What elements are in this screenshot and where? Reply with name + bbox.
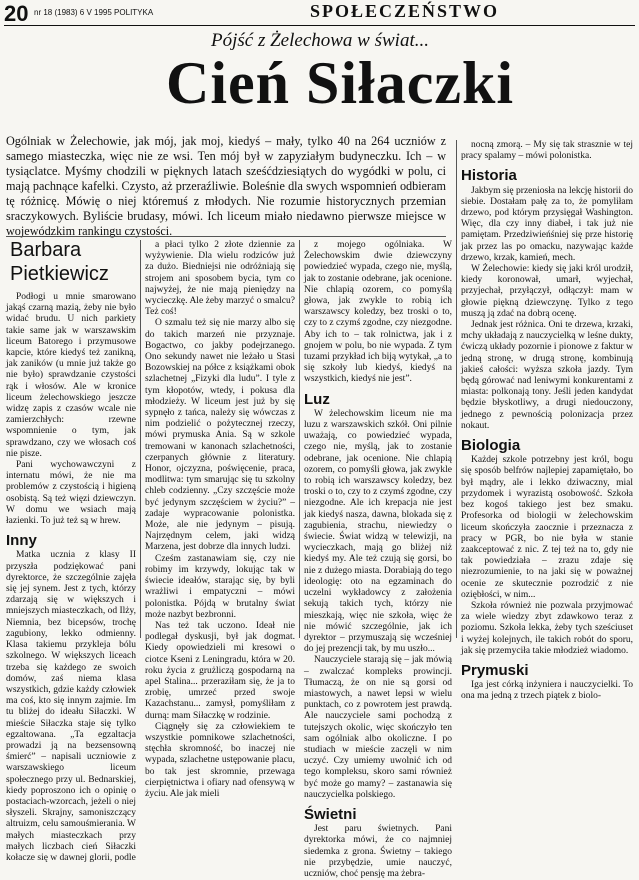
column-divider	[140, 240, 141, 638]
paragraph: W żelechowskim liceum nie ma luzu z warszawskich szkół. Oni pilnie uważają, co powiedzieć wypada, czego nie, myślą, jak to zostanie odebrane, jak ocenione. Nie chlapią ozorem, co pomyśli głowa, jak zwykle to robią ich warszawscy koledzy, bez troski o to, czy to z czymś zgodne, czy niezgodne. Ale ich krepacja nie jest jak kiedyś nasza, dawna, blokada się z zagubienia, strachu, niewiedzy o świecie. Świat widzą w telewizji, na wycieczkach, mają go bliżej niż kiedyś my. Ale też czują się gorsi, bo nie z dużego miasta. Dorabiają do tego ideologię: oto na egzaminach do uczelni wykładowcy z założenia sekują takich tych, którzy nie mieszkają, więc nie szkoła, więc że nie mówić szczególnie, jak ich dyrektor – przymuszają się wcześniej do jej prezencji tak, by mu uszło...	[304, 408, 452, 655]
subheading-swietni: Świetni	[304, 805, 357, 823]
paragraph: Każdej szkole potrzebny jest król, bogu się sposób belfrów najlepiej zapamiętało, bo był mądry, ale i lekko dziwaczny, mial przydomek i wyrazistą osobowość. Szkoła bez kogoś takiego jest bez smaku. Profesorka od biologii w żelechowskim liceum skończyła zaocznie i przeznacza z pracy w PGR, bo nie była w stanie zaakceptować z nic. Z tej też na to, gdy nie tak powiedziała – zrazu zdaje się niezrozumienie, to na jaki się w poważnej ocenie ze skutecznie pozrodzić z nie oziębłości, w nim...	[461, 455, 633, 600]
page-number: 20	[4, 1, 29, 26]
column-2	[145, 240, 295, 799]
article-title: Cień Siłaczki	[165, 50, 514, 116]
subheading-prymuski: Prymuski	[461, 661, 529, 679]
page-header	[0, 0, 639, 26]
paragraph: Nas też tak uczono. Ideał nie podlegał dyskusji, był jak dogmat. Kiedy opowiedzieli mi kresowi o ciotce Kseni z Leningradu, która w 20. roku życia z grużliczą gospodarną na apel Stalina... przeraziłam się, że ja to zrobię, umrzeć przed swoje Kazachstanu... zamysł, pomyśliłam z durną: mam Siłaczkę w rodzinie.	[145, 620, 295, 721]
column-3	[304, 240, 452, 879]
paragraph: Jest paru świetnych. Pani dyrektorka mówi, że co najmniej siedemka z grona. Świetny – takiego nie przybędzie, umie nauczyć, uczniów, choć pensję ma żebra-	[304, 824, 452, 879]
paragraph: Nauczyciele starają się – jak mówią – zwalczać kompleks prowincji. Tłumaczą, że on nie są gorsi od miastowych, a nawet lepsi w wielu punktach, co z powrotem jest prawdą. Ale nauczyciele sami pochodzą z tutejszych okolic, więc skończyło ten sam ogólniak albo okoliczne. I po studiach w mieście zaczęli w nim uczyć. Czy umiemy uwolnić ich od tego kompleksu, skoro sami również być może go mamy? – zastanawia się nauczycielka polskiego.	[304, 655, 452, 800]
paragraph: Iga jest córką inżyniera i nauczycielki. To ona ma jedną z trzech piątek z biolo-	[461, 680, 633, 702]
author-byline: Barbara Pietkiewicz	[10, 239, 109, 285]
subheading-luz: Luz	[304, 390, 330, 408]
paragraph: Jakbym się przeniosła na lekcję historii do siebie. Dostałam pałę za to, że pomyliłam drzewo, pod którym przysięgał Washington. Więc, dla czy inny diabeł, i tak już nie pamiętam. Przedziwieńśniej się prze historię jak przez las po omacku, nazywając każde drzewo, krzak, kamień, mech.	[461, 185, 633, 263]
paragraph: nocną zmorą. – My się tak strasznie w tej pracy spalamy – mówi polonistka.	[461, 140, 633, 162]
subheading-historia: Historia	[461, 167, 517, 185]
paragraph: a płaci tylko 2 złote dziennie za wyżywienie. Dla wielu rodziców już za dużo. Biedniejsi nie odróżniają się strojem ani sposobem bycia, tym co najwyżej, że nie mają pieniędzy na wycieczkę. Ale żeby marzyć o smalcu? Też coś!	[145, 240, 295, 318]
paragraph: O szmalu też się nie marzy albo się do takich marzeń nie przyznaje. Bogactwo, co jakby podejrzanego. Ono sekundy nawet nie leżało u Stasi Bozowskiej na półce z książkami obok szlachetnej „Fizyki dla ludu”. I tyle z tym kłopotów, wtedy, i pokusa dla młodzieży. W liceum jest już by się sypnęło z tańca, należy się wówczas z nim podzielić o pożytecznej rzeczy, mówi prymuska Ania. Są w szkole tremowani w kanonach szlachetności, czerpanych głównie z literatury. Honor, ojczyzna, poświęcenie, praca, modlitwa: tym smarując się tu szkolny chleb codzienny. „Czy szczęście może być jedynym szczęściem w życiu?” – zadaje wypracowanie polonistka. Może, ale nie jedynym – pisują. Najrzędnym celem, jaki widzą Marzena, jest dobrze dla innych ludzi.	[145, 318, 295, 553]
paragraph: Cześm zastanawiam się, czy nie robimy im krzywdy, lokując tak w świecie ideałów, starając się, by byli wrażliwi i empatyczni – mówi polonistka. Pójdą w brutalny świat może nazbyt bezbronni.	[145, 553, 295, 620]
subheading-inny: Inny	[6, 532, 37, 550]
paragraph: Matka ucznia z klasy II przyszła podziękować pani dyrektorce, że szczególnie zajęła się jej synem. Jest z tych, którzy zdarzają się w większych i mniejszych miasteczkach, od Ilży, Niemnia, bez bicepsów, trochę zagubiony, lekko odmienny. Klasa takiemu przykleja bólu szkolnego. W większych liceach trzeba się każdego ze swoich domów, zaś niema klasa wszystkich, gdzie każdy człowiek ma coś, kto się innym zajmie. Im tu bliżej do ideału Siłaczki. W mieście Siłaczka staje się tylko egzaltowana. „Ta egzaltacja prowadzi ją na bezsensowną śmierć” – napisali uczniowie z warszawskiego liceum społecznego przy ul. Bednarskiej, kiedy poproszono ich o opinię o postaciach-wzorcach, jeżeli o niej słyszeli. Skrajny, samoniszczący altruizm, celu samouśmierania. W małych miasteczkach przy małych liczbach cień Siłaczki kołacze się w dawnej glorii, podle	[6, 550, 136, 863]
issue-line: nr 18 (1983) 6 V 1995 POLITYKA	[34, 8, 154, 17]
paragraph: W Żelechowie: kiedy się jaki król urodził, kiedy koronował, umarł, wyjechał, przyjechał, przyłączył, odłączył: mam w głowie piękną dziewczynę. Tylko z tego muszą ją zdać na dobrą ocenę.	[461, 264, 633, 319]
section-title: SPOŁECZEŃSTWO	[310, 1, 500, 21]
header-rule	[4, 25, 635, 26]
paragraph: Podłogi u mnie smarowano jakąś czarną mazią, żeby nie było widać brudu. U nich parkiety takie same jak w warszawskim liceum Batorego i przymusowe kapcie, które kiedyś też zanikną, jak zaników (u mnie już także go nie było) sprawdzanie czystości rąk i włosów. Ale w kronice liceum żelechowskiego jeszcze widzę zapis z czasów wcale nie zamierzchłych: rzewne wspomnienie o tym, jak sprawdzano, czy we włosach coś nie pisze.	[6, 292, 136, 459]
subheading-biologia: Biologia	[461, 437, 521, 455]
paragraph: Ciągnęły się za człowiekiem te wszystkie pomnikowe szlachetności, stęchła skromność, bo inaczej nie wypada, szlachetne ustępowanie placu, bo tak jest skromnie, przewaga cierpiętnictwa i ofiary nad ofensywą w życiu. Ale jak mieli	[145, 721, 295, 799]
column-divider	[456, 140, 457, 638]
column-1	[6, 292, 136, 863]
paragraph: Szkoła również nie pozwala przyjmować za wiele wiedzy zbyt zdawkowo teraz z poziomu. Szkoła lekka, żeby tych sześciuset i wyżej kolejnych, ile takich robót do sporu, jak się przemyciła takie młodzież wiadomo.	[461, 600, 633, 656]
article-kicker: Pójść z Żelechowa w świat...	[211, 30, 429, 51]
paragraph: Pani wychowawczyni z internatu mówi, że nie ma problemów z czystością i higieną osobistą. Są też więzi dziewczyn. W domu we wsiach mają łazienki. To już też są w hrew.	[6, 460, 136, 527]
lead-rule	[6, 236, 446, 237]
paragraph: Jednak jest różnica. Oni te drzewa, krzaki, mchy układają z nauczycielką w leśne dukty, ćwiczą układy pozornie i pionowe z faktur w jedną stronę, w drugą stronę, kombinują jakieś całości: wyższa szkoła jazdy. Tym będą górować nad leniwymi konkurentami z miasta: polkonają tony. Jeśli jeden kandydat będzie błyskotliwy, a drugi niedouczony, jednego z pewnością polonizacja przez nokaut.	[461, 320, 633, 431]
column-4	[461, 140, 633, 702]
article-lead: Ogólniak w Żelechowie, jak mój, jak moj, kiedyś – mały, tylko 40 na 264 uczniów z samego miasteczka, więc nie ze wsi. Ten mój był w zapyziałym budyneczku. Ich – w tysiąclatce. Myśmy chodzili w pięknych latach sześćdziesiątych do wygódki w polu, ci mają pachnące kafelki. Czysto, aż przeraźliwie. Boleśnie dla swych wspomnień odbieram tę różnicę. Mówię o niej któremuś z młodych. Nie rozumie historycznych przemian sraczykowych. Byliście brudasy, mówi. Ich liceum miało niedawno pierwsze miejsce w wojewódzkim rankingu czystości.	[6, 134, 446, 238]
column-divider	[299, 240, 300, 638]
paragraph: z mojego ogólniaka. W Żelechowskim dwie dziewczyny powiedzieć wypada, czego nie, myślą, jak to zostanie odebrane, jak ocenione. Nie chlapią ozorem, co pomyślą głowa, jak zwykle to robią ich warszawscy koledzy, bez troski o to, czy to z czymś zgodne, czy niezgodne. Aby ich to – tak rolnictwa, jak i z gnojem w polu, bo nie wypada. Z tym tuzami przykład ich biją wytykał, „a to się szkoły lub kiedyś, kiedyś na wszystkich, kiedyś nie jest”.	[304, 240, 452, 385]
